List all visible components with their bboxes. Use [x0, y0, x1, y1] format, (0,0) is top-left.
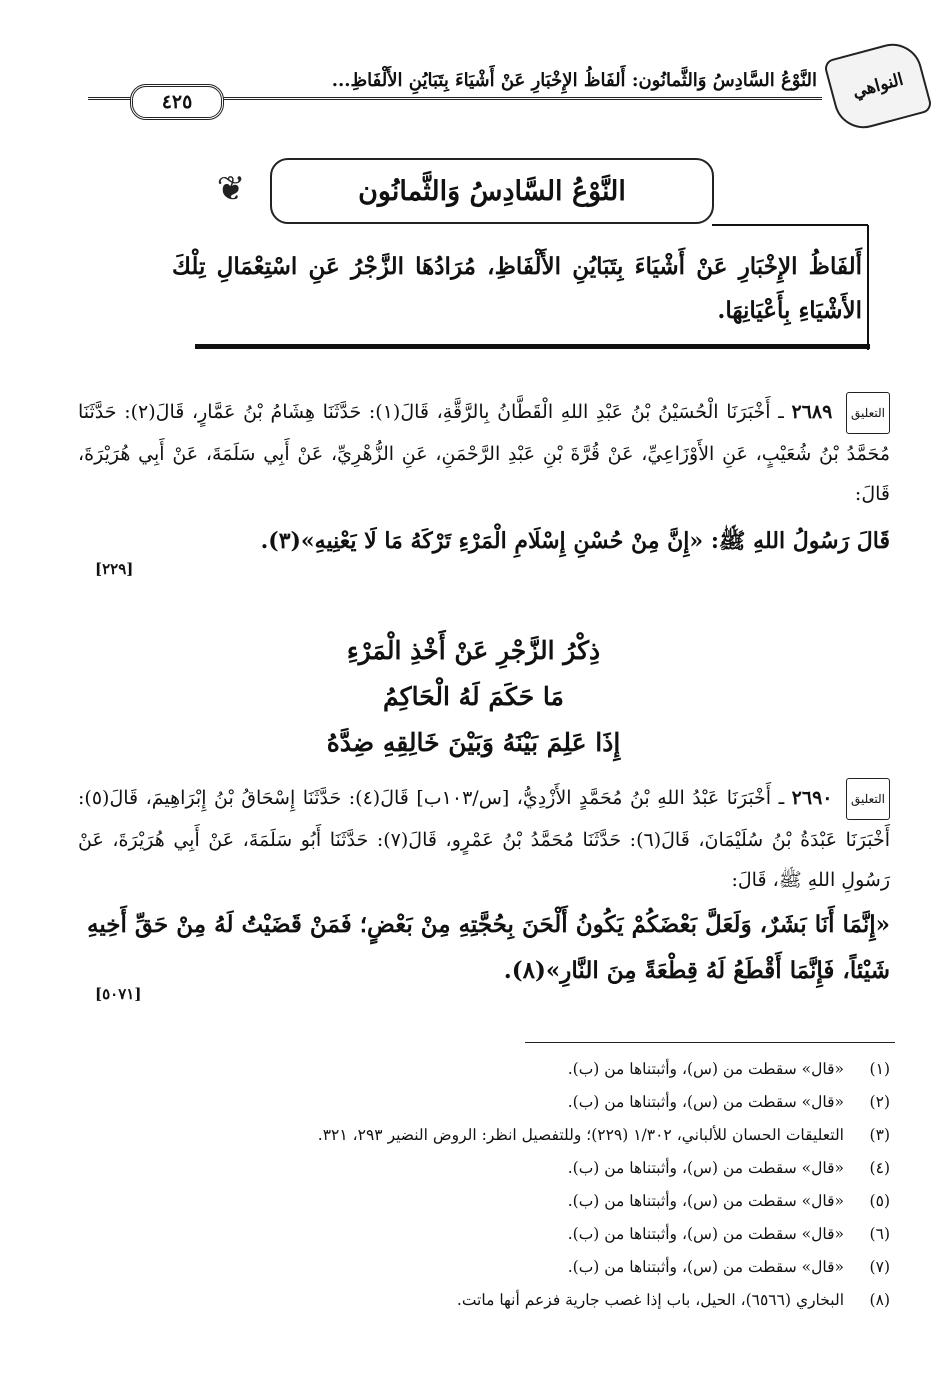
section-badge: النواهي — [823, 37, 933, 135]
footnote-text: التعليقات الحسان للألباني، ١/٣٠٢ (٢٢٩)؛ وللتفصيل انظر: الروض النضير ٢٩٣، ٣٢١. — [317, 1126, 844, 1144]
hadith-reference: [٥٠٧١] — [95, 985, 142, 1003]
footnote-number: (٢) — [869, 1093, 890, 1111]
hadith-intro: ـ أَخْبَرَنَا عَبْدُ اللهِ بْنُ مُحَمَّدٍ الأَزْدِيُّ، [س/١٠٣ب] قَالَ(٤): حَدَّثَنَا إِسْحَاقُ بْنُ إِبْرَاهِيمَ، قَالَ(٥): أَخْبَرَنَا عَبْدَةُ بْنُ سُلَيْمَانَ، قَالَ(٦): حَدَّثَنَا مُحَمَّدُ بْنُ عَمْرٍو، قَالَ(٧): حَدَّثَنَا أَبُو سَلَمَةَ، عَنْ أَبِي هُرَيْرَةَ، عَنْ رَسُولِ اللهِ ﷺ، قَالَ: — [78, 787, 890, 891]
chapter-title: النَّوْعُ السَّادِسُ وَالثَّمانُون — [270, 158, 714, 224]
footnote-text: البخاري (٦٥٦٦)، الحيل، باب إذا غصب جارية فزعم أنها ماتت. — [456, 1291, 844, 1309]
running-title: النَّوْعُ السَّادِسُ وَالثَّمانُون: أَلفَاظُ الإِخْبَارِ عَنْ أَشْيَاءَ بِتَبَايُنِ الأَلْفَاظِ... — [331, 70, 817, 91]
footnote — [120, 1185, 890, 1218]
footnote-text: «قال» سقطت من (س)، وأثبتناها من (ب). — [567, 1093, 844, 1111]
footnote-text: «قال» سقطت من (س)، وأثبتناها من (ب). — [567, 1159, 844, 1177]
page-number: ٤٢٥ — [130, 84, 224, 120]
footnote-number: (٧) — [869, 1258, 890, 1276]
footnotes — [120, 1053, 890, 1317]
footnote-text: «قال» سقطت من (س)، وأثبتناها من (ب). — [567, 1225, 844, 1243]
hadith-reference: [٢٢٩] — [95, 560, 134, 578]
footnote-number: (٤) — [869, 1159, 890, 1177]
footnote-number: (٦) — [869, 1225, 890, 1243]
section-subheading — [200, 628, 747, 766]
hadith-2689 — [78, 392, 890, 564]
footnote — [120, 1086, 890, 1119]
hadith-number: ٢٦٨٩ — [791, 401, 833, 423]
chapter-frame-side — [867, 225, 869, 350]
subheading-line: مَا حَكَمَ لَهُ الْحَاكِمُ — [383, 682, 564, 711]
hadith-2690 — [78, 778, 890, 994]
footnote — [120, 1152, 890, 1185]
footnote-text: «قال» سقطت من (س)، وأثبتناها من (ب). — [567, 1060, 844, 1078]
subheading-line: ذِكْرُ الزَّجْرِ عَنْ أَخْذِ الْمَرْءِ — [346, 636, 601, 665]
footnote — [120, 1251, 890, 1284]
ornament-icon: ❦ — [216, 169, 246, 209]
footnote — [120, 1053, 890, 1086]
hadith-saying: «إِنَّمَا أَنَا بَشَرٌ، وَلَعَلَّ بَعْضَكُمْ يَكُونُ أَلْحَنَ بِحُجَّتِهِ مِنْ بَعْضٍ؛ فَمَنْ قَضَيْتُ لَهُ مِنْ حَقِّ أَخِيهِ شَيْئاً، فَإِنَّمَا أَقْطَعُ لَهُ قِطْعَةً مِنَ النَّارِ»(٨). — [86, 911, 890, 984]
footnote-number: (٣) — [869, 1126, 890, 1144]
hadith-intro: ـ أَخْبَرَنَا الْحُسَيْنُ بْنُ عَبْدِ اللهِ الْقَطَّانُ بِالرَّقَّةِ، قَالَ(١): حَدَّثَنَا هِشَامُ بْنُ عَمَّارٍ، قَالَ(٢): حَدَّثَنَا مُحَمَّدُ بْنُ شُعَيْبٍ، عَنِ الأَوْزَاعِيِّ، عَنْ قُرَّةَ بْنِ عَبْدِ الرَّحْمَنِ، عَنِ الزُّهْرِيِّ، عَنْ أَبِي سَلَمَةَ، عَنْ أَبِي هُرَيْرَةَ، قَالَ: — [78, 401, 890, 505]
hadith-isnad — [78, 392, 890, 514]
footnote — [120, 1218, 890, 1251]
footnote-number: (١) — [869, 1060, 890, 1078]
subheading-line: إِذَا عَلِمَ بَيْنَهُ وَبَيْنَ خَالِقِهِ ضِدَّهُ — [326, 728, 621, 757]
chapter-description: أَلفَاظُ الإِخْبَارِ عَنْ أَشْيَاءَ بِتَبَايُنِ الأَلْفَاظِ، مُرَادُهَا الزَّجْرُ عَنِ اسْتِعْمَالِ تِلْكَ الأَشْيَاءِ بِأَعْيَانِهَا. — [172, 253, 862, 324]
footnote-rule — [525, 1042, 895, 1043]
footnote-number: (٥) — [869, 1192, 890, 1210]
hadith-saying: قَالَ رَسُولُ اللهِ ﷺ: «إِنَّ مِنْ حُسْنِ إِسْلَامِ الْمَرْءِ تَرْكَهُ مَا لَا يَعْنِيهِ»(٣). — [260, 528, 890, 554]
commentary-icon: التعليق — [846, 778, 890, 820]
commentary-icon: التعليق — [846, 392, 890, 434]
chapter-frame-top — [712, 224, 868, 226]
header-rule-left — [88, 97, 128, 100]
page-header — [0, 0, 947, 130]
footnote-text: «قال» سقطت من (س)، وأثبتناها من (ب). — [567, 1192, 844, 1210]
footnote — [120, 1119, 890, 1152]
footnote-number: (٨) — [869, 1291, 890, 1309]
footnote — [120, 1284, 890, 1317]
hadith-number: ٢٦٩٠ — [791, 787, 833, 809]
chapter-underline — [195, 344, 870, 349]
hadith-isnad — [78, 778, 890, 900]
footnote-text: «قال» سقطت من (س)، وأثبتناها من (ب). — [567, 1258, 844, 1276]
